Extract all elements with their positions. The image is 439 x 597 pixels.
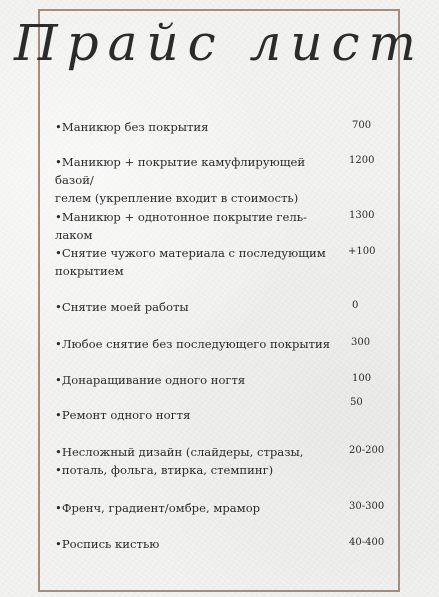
service-name: •Маникюр + однотонное покрытие гель-лаком: [55, 210, 307, 242]
service-price: 40-400: [349, 537, 385, 548]
nail-repair-price: 50: [350, 397, 363, 408]
service-price: 30-300: [349, 501, 385, 512]
service-price: 1200: [349, 155, 375, 166]
service-price: 700: [352, 120, 372, 131]
service-name: •Роспись кистью: [55, 537, 160, 551]
service-name: •Снятие моей работы: [55, 300, 189, 314]
service-name: •Любое снятие без последующего покрытия: [55, 337, 331, 351]
service-price: 1300: [349, 210, 375, 221]
service-price: +100: [348, 246, 376, 257]
page-title: Прайс лист: [14, 14, 425, 72]
service-name: •Ремонт одного ногтя: [55, 408, 191, 422]
service-price: 100: [352, 373, 372, 384]
service-name: •Маникюр + покрытие камуфлирующей базой/ гелем (укрепление входит в стоимость): [55, 155, 306, 205]
service-price: 0: [352, 300, 359, 311]
service-name: •Снятие чужого материала с последующим покрытием: [55, 246, 326, 278]
service-name: •Донаращивание одного ногтя: [55, 373, 246, 387]
service-name: •Маникюр без покрытия: [55, 120, 209, 134]
service-price: 300: [351, 337, 371, 348]
service-name: •Френч, градиент/омбре, мрамор: [55, 501, 261, 515]
service-name: •Несложный дизайн (слайдеры, стразы, •поталь, фольга, втирка, стемпинг): [55, 445, 304, 477]
service-price: 20-200: [349, 445, 385, 456]
